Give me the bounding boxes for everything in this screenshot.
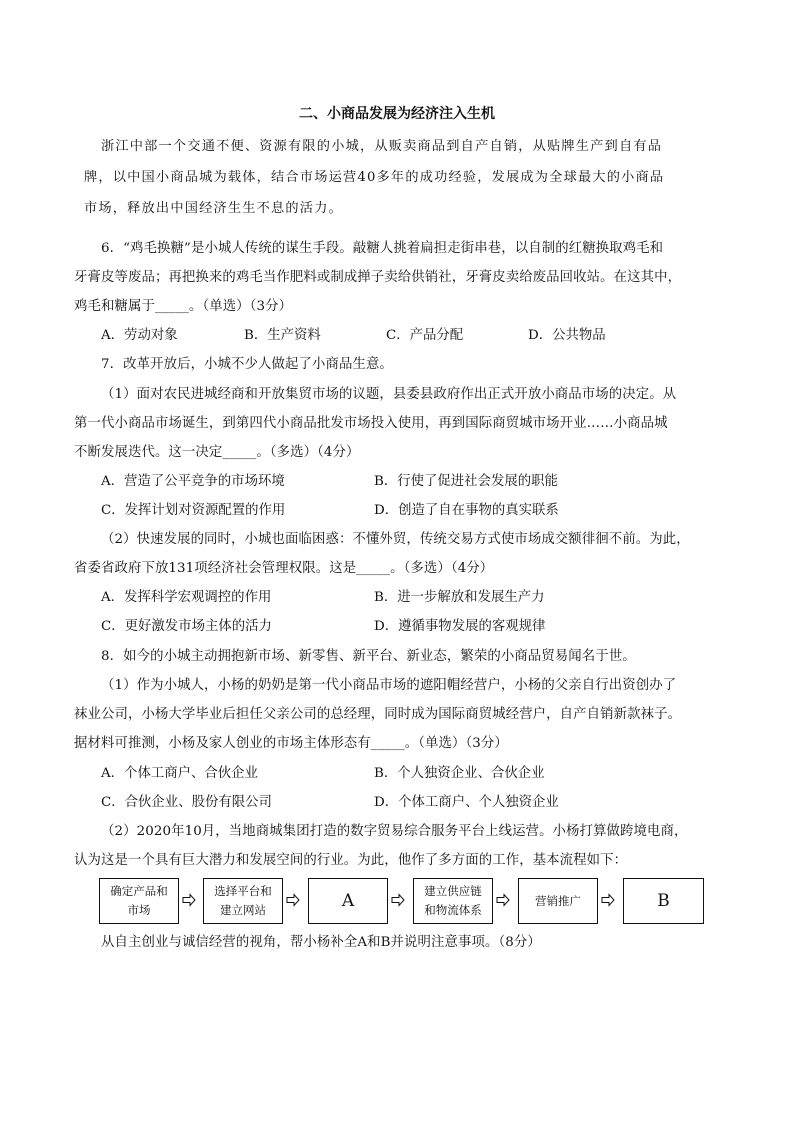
q7-part1-line: 第一代小商品市场诞生，到第四代小商品批发市场投入使用，再到国际商贸城市场开业……小商品城: [74, 416, 668, 431]
flow-step-text: 建立网站: [220, 903, 266, 917]
q6-option-a: A．劳动对象: [101, 328, 178, 343]
q6-option-b: B．生产资料: [244, 328, 321, 343]
flow-step-text: 选择平台和: [214, 884, 272, 898]
flow-arrow-icon: [601, 893, 615, 907]
intro-line: 市场，释放出中国经济生生不息的活力。: [84, 201, 343, 216]
flow-step-1: [99, 878, 179, 924]
q7-part2-option-c: C．更好激发市场主体的活力: [101, 619, 272, 634]
flow-step-text: 确定产品和: [110, 884, 168, 898]
q6-line: 牙膏皮等废品；再把换来的鸡毛当作肥料或制成掸子卖给供销社，牙膏皮卖给废品回收站。在这其中，: [74, 270, 682, 285]
flow-step-text: 建立供应链: [424, 884, 482, 898]
process-flowchart: [99, 878, 704, 926]
q7-part2-option-a: A．发挥科学宏观调控的作用: [101, 590, 272, 605]
q8-part1-line: （1）作为小城人，小杨的奶奶是第一代小商品市场的遮阳帽经营户，小杨的父亲自行出资创办了: [101, 678, 677, 693]
q6-line: 6．“鸡毛换糖”是小城人传统的谋生手段。敲糖人挑着扁担走街串巷，以自制的红糖换取鸡毛和: [101, 241, 664, 256]
intro-line: 牌，以中国小商品城为载体，结合市场运营40多年的成功经验，发展成为全球最大的小商品: [84, 170, 665, 185]
q7-part1-option-a: A．营造了公平竞争的市场环境: [101, 474, 285, 489]
flow-step-a: [308, 878, 388, 924]
q6-line: 鸡毛和糖属于_____。（单选）（3分）: [74, 299, 293, 314]
q8-part2-line: （2）2020年10月，当地商城集团打造的数字贸易综合服务平台上线运营。小杨打算做跨境电商，: [101, 824, 688, 839]
intro-line: 浙江中部一个交通不便、资源有限的小城，从贩卖商品到自产自销，从贴牌生产到自有品: [101, 139, 663, 154]
flow-arrow-icon: [391, 893, 405, 907]
flow-step-b: [623, 878, 704, 924]
q8-stem: 8．如今的小城主动拥抱新市场、新零售、新平台、新业态，繁荣的小商品贸易闻名于世。: [101, 649, 636, 664]
q7-part1-line: 不断发展迭代。这一决定_____。（多选）（4分）: [74, 445, 360, 460]
q8-part1-option-d: D．个体工商户、个人独资企业: [374, 795, 559, 810]
q7-stem: 7．改革开放后，小城不少人做起了小商品生意。: [101, 357, 393, 372]
q7-part2-line: 省委省政府下放131项经济社会管理权限。这是_____。（多选）（4分）: [74, 561, 494, 576]
q7-part1-option-c: C．发挥计划对资源配置的作用: [101, 503, 286, 518]
flow-step-text: 市场: [127, 903, 151, 917]
q7-part1-option-b: B．行使了促进社会发展的职能: [374, 474, 558, 489]
flow-step-text: A: [341, 890, 355, 911]
flow-arrow-icon: [182, 893, 196, 907]
q6-option-d: D．公共物品: [528, 328, 606, 343]
q6-option-c: C．产品分配: [386, 328, 464, 343]
q8-part1-option-a: A．个体工商户、合伙企业: [101, 766, 258, 781]
flow-step-text: B: [657, 890, 670, 911]
q8-final-prompt: 从自主创业与诚信经营的视角，帮小杨补全A和B并说明注意事项。（8分）: [101, 935, 541, 950]
q8-part1-option-b: B．个人独资企业、合伙企业: [374, 766, 545, 781]
q8-part1-line: 袜业公司，小杨大学毕业后担任父亲公司的总经理，同时成为国际商贸城经营户，自产自销新款袜子。: [74, 707, 682, 722]
flow-step-2: [203, 878, 283, 924]
q8-part1-line: 据材料可推测，小杨及家人创业的市场主体形态有_____。（单选）（3分）: [74, 736, 508, 751]
q8-part1-option-c: C．合伙企业、股份有限公司: [101, 795, 272, 810]
section-title: 二、小商品发展为经济注入生机: [299, 106, 495, 122]
flow-step-text: 营销推广: [535, 893, 581, 908]
flow-step-text: 和物流体系: [424, 903, 482, 917]
q7-part2-option-d: D．遵循事物发展的客观规律: [374, 619, 546, 634]
q7-part1-option-d: D．创造了自在事物的真实联系: [374, 503, 559, 518]
flow-step-5: [518, 878, 598, 924]
q7-part2-line: （2）快速发展的同时，小城也面临困惑：不懂外贸，传统交易方式使市场成交额徘徊不前。为此，: [101, 532, 690, 547]
flow-arrow-icon: [496, 893, 510, 907]
q7-part1-line: （1）面对农民进城经商和开放集贸市场的议题，县委县政府作出正式开放小商品市场的决定。从: [101, 387, 677, 402]
flow-arrow-icon: [286, 893, 300, 907]
q8-part2-line: 认为这是一个具有巨大潜力和发展空间的行业。为此，他作了多方面的工作，基本流程如下：: [74, 853, 628, 868]
q7-part2-option-b: B．进一步解放和发展生产力: [374, 590, 545, 605]
flow-step-4: [413, 878, 493, 924]
